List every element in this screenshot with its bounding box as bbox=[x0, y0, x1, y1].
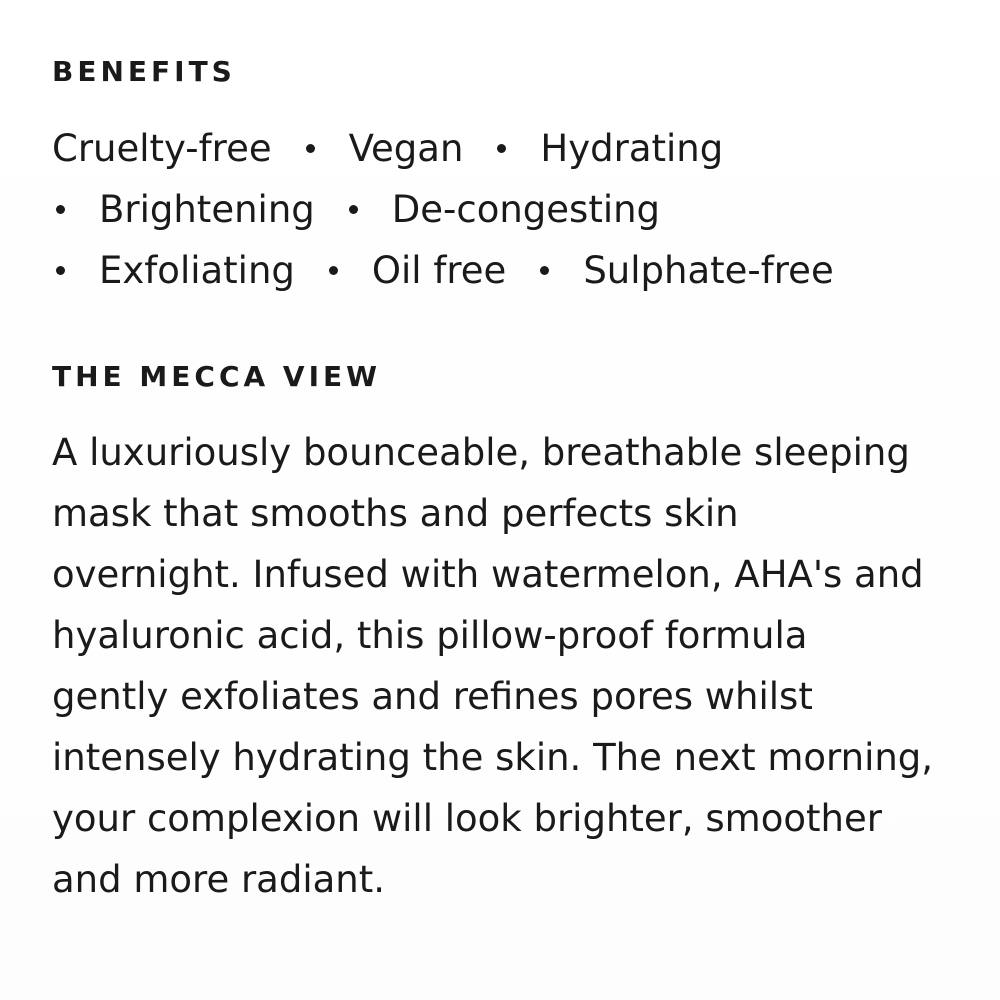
description-line: intensely hydrating the skin. The next morning, bbox=[52, 736, 934, 779]
benefit-item: Cruelty-free bbox=[52, 127, 272, 170]
benefit-item: Hydrating bbox=[540, 127, 724, 170]
description-line: gently exfoliates and refines pores whilst bbox=[52, 675, 813, 718]
benefits-heading: BENEFITS bbox=[52, 55, 236, 88]
benefits-list bbox=[52, 118, 952, 301]
benefit-item: De-congesting bbox=[391, 188, 661, 231]
description-line: mask that smooths and perfects skin bbox=[52, 492, 739, 535]
benefits-row bbox=[52, 179, 952, 240]
bullet-separator bbox=[540, 266, 549, 275]
description-line: A luxuriously bounceable, breathable sleeping bbox=[52, 431, 910, 474]
bullet-separator bbox=[349, 205, 358, 214]
mecca-view-description bbox=[52, 422, 972, 910]
description-line: your complexion will look brighter, smoother bbox=[52, 797, 882, 840]
benefits-row bbox=[52, 118, 952, 179]
benefit-item: Vegan bbox=[348, 127, 464, 170]
benefit-item: Oil free bbox=[371, 249, 507, 292]
bullet-separator bbox=[329, 266, 338, 275]
description-line: and more radiant. bbox=[52, 858, 386, 901]
description-line: hyaluronic acid, this pillow-proof formula bbox=[52, 614, 808, 657]
benefit-item: Brightening bbox=[99, 188, 315, 231]
bullet-separator bbox=[56, 205, 65, 214]
mecca-view-heading: THE MECCA VIEW bbox=[52, 360, 382, 393]
benefits-row bbox=[52, 240, 952, 301]
bullet-separator bbox=[497, 144, 506, 153]
description-line: overnight. Infused with watermelon, AHA's and bbox=[52, 553, 924, 596]
bullet-separator bbox=[56, 266, 65, 275]
bullet-separator bbox=[306, 144, 315, 153]
benefit-item: Exfoliating bbox=[99, 249, 295, 292]
benefit-item: Sulphate-free bbox=[583, 249, 834, 292]
